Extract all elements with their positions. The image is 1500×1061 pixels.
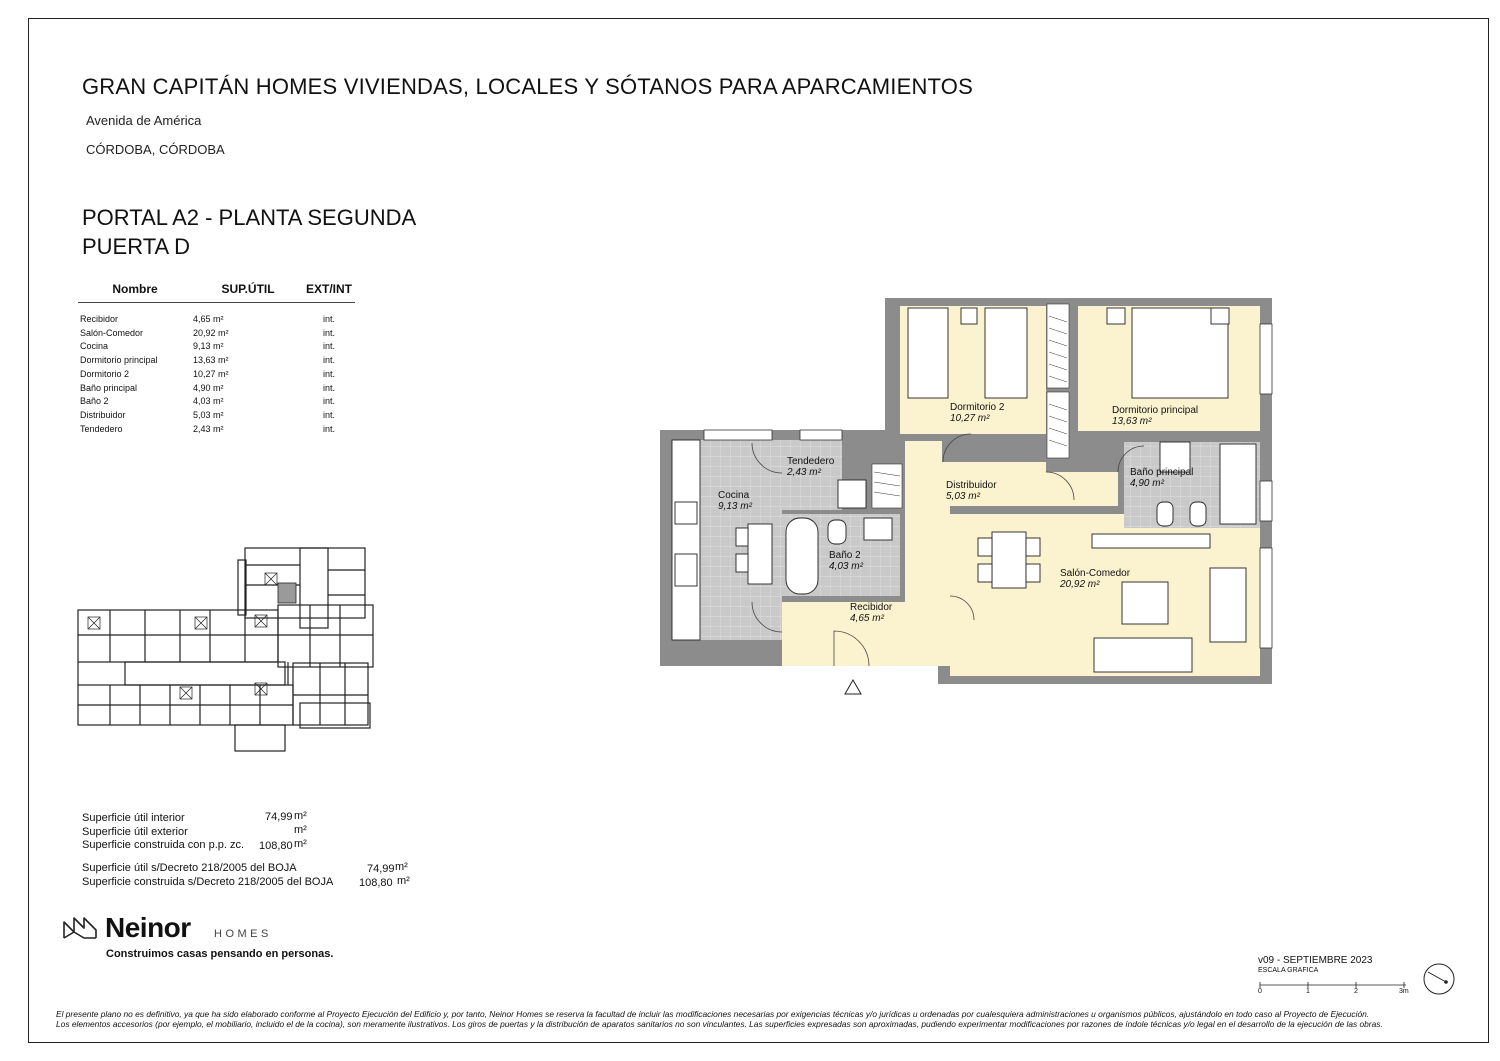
table-row bbox=[78, 409, 355, 423]
label-bano-principal: Baño principal bbox=[1130, 467, 1194, 478]
room-name: Distribuidor bbox=[80, 409, 126, 420]
brand-suffix: HOMES bbox=[214, 928, 272, 940]
scale-tick: 0 bbox=[1258, 988, 1262, 995]
room-area: 4,03 m² bbox=[193, 396, 224, 407]
disclaimer-line-1: El presente plano no es definitivo, ya que ha sido elaborado conforme al Proyecto Ejecución del Edificio y, por tanto, Neinor Homes se reserva la facultad de incluir las modificaciones necesarias por exigencias técnicas y/o jurídicas u ordenadas por cualesquiera administraciones u organismos públicos, ajustándolo en todo caso al Proyecto de Ejecución. bbox=[56, 1009, 1370, 1019]
neinor-logo-icon bbox=[62, 916, 100, 940]
room-area: 13,63 m² bbox=[193, 355, 229, 366]
area-bano-2: 4,03 m² bbox=[829, 561, 863, 572]
room-name: Baño principal bbox=[80, 382, 138, 393]
toilet bbox=[1157, 502, 1173, 526]
area-cocina: 9,13 m² bbox=[718, 501, 752, 512]
summary-decree-useful-label: Superficie útil s/Decreto 218/2005 del BOJA bbox=[82, 862, 297, 874]
label-recibidor: Recibidor bbox=[850, 602, 893, 613]
nightstand bbox=[1107, 308, 1125, 324]
room-type: int. bbox=[322, 396, 335, 407]
summary-built-label: Superficie construida con p.p. zc. bbox=[82, 839, 245, 851]
area-tendedero: 2,43 m² bbox=[787, 467, 821, 478]
table bbox=[748, 524, 772, 584]
scale-tick: 2 bbox=[1354, 988, 1358, 995]
room-type: int. bbox=[322, 382, 335, 393]
room-type: int. bbox=[322, 341, 335, 352]
sink bbox=[864, 518, 892, 540]
disclaimer bbox=[56, 1009, 1466, 1029]
table-row bbox=[78, 382, 355, 396]
summary-exterior-unit: m² bbox=[294, 824, 307, 836]
area-dormitorio-2: 10,27 m² bbox=[950, 413, 990, 424]
sideboard bbox=[1092, 534, 1210, 548]
chair bbox=[736, 554, 748, 572]
room-name: Cocina bbox=[80, 341, 109, 352]
room-area: 5,03 m² bbox=[193, 409, 224, 420]
room-name: Dormitorio 2 bbox=[80, 368, 130, 379]
summary-decree-built-label: Superficie construida s/Decreto 218/2005 del BOJA bbox=[82, 876, 334, 888]
room-area: 2,43 m² bbox=[193, 423, 224, 434]
brand-name: Neinor bbox=[105, 912, 191, 943]
summary-decree-useful-value: 74,99 bbox=[367, 863, 395, 875]
table-row bbox=[78, 423, 355, 437]
col-header-type: EXT/INT bbox=[303, 280, 355, 303]
label-tendedero: Tendedero bbox=[787, 456, 835, 467]
table-row bbox=[78, 368, 355, 382]
label-dormitorio-2: Dormitorio 2 bbox=[950, 402, 1005, 413]
label-bano-2: Baño 2 bbox=[829, 550, 861, 561]
washer bbox=[838, 480, 866, 508]
room-area: 4,65 m² bbox=[193, 314, 224, 324]
summary-decree-built-value: 108,80 bbox=[359, 877, 393, 889]
armchair bbox=[1210, 568, 1246, 642]
chair bbox=[1026, 564, 1040, 582]
room-type: int. bbox=[322, 409, 335, 420]
room-type: int. bbox=[322, 355, 335, 366]
label-distribuidor: Distribuidor bbox=[946, 480, 997, 491]
room-type: int. bbox=[322, 368, 335, 379]
area-dormitorio-principal: 13,63 m² bbox=[1112, 416, 1152, 427]
summary-decree-useful-unit: m² bbox=[395, 861, 408, 873]
unit-portal: PORTAL A2 - PLANTA SEGUNDA bbox=[82, 205, 417, 230]
bathtub bbox=[786, 518, 818, 594]
north-arrow-icon bbox=[1422, 962, 1456, 996]
cooktop bbox=[675, 554, 697, 586]
summary-interior-label: Superficie útil interior bbox=[82, 812, 185, 824]
table-row bbox=[78, 313, 355, 327]
room-name: Dormitorio principal bbox=[80, 355, 158, 366]
chair bbox=[736, 528, 748, 546]
room-area: 10,27 m² bbox=[193, 368, 229, 379]
room-type: int. bbox=[322, 327, 335, 338]
scale-tick: 1 bbox=[1306, 988, 1310, 995]
chair bbox=[978, 538, 992, 556]
label-dormitorio-principal: Dormitorio principal bbox=[1112, 405, 1199, 416]
scale-bar bbox=[1258, 982, 1413, 1002]
col-header-area: SUP.ÚTIL bbox=[190, 280, 303, 303]
table-row bbox=[78, 395, 355, 409]
room-name: Salón-Comedor bbox=[80, 327, 144, 338]
room-type: int. bbox=[322, 423, 335, 434]
unit-door: PUERTA D bbox=[82, 234, 190, 259]
summary-decree-built-unit: m² bbox=[397, 875, 410, 887]
counter bbox=[672, 440, 700, 640]
shower bbox=[1220, 444, 1256, 524]
label-salon-comedor: Salón-Comedor bbox=[1060, 568, 1131, 579]
table-row bbox=[78, 354, 355, 368]
table-row bbox=[78, 340, 355, 354]
nightstand bbox=[961, 308, 977, 324]
bidet bbox=[1190, 502, 1206, 526]
project-city: CÓRDOBA, CÓRDOBA bbox=[86, 142, 225, 157]
toilet bbox=[828, 520, 846, 544]
bed bbox=[908, 308, 948, 398]
disclaimer-line-2: Los elementos accesorios (por ejemplo, el mobiliario, incluido el de la cocina), son meramente ilustrativos. Los giros de puertas y la distribución de aparatos sanitarios no son vinculantes. Las superficies expresadas son aproximadas, pudiendo experimentar modificaciones por razones de índole técnicas y/o legal en el desarrollo de la ejecución de las obras. bbox=[56, 1019, 1383, 1029]
summary-built-unit: m² bbox=[294, 838, 307, 850]
room-name: Tendedero bbox=[80, 423, 123, 434]
room-name: Recibidor bbox=[80, 314, 119, 324]
summary-interior-value: 74,99 bbox=[265, 811, 293, 823]
summary-exterior-label: Superficie útil exterior bbox=[82, 826, 188, 838]
room-area: 9,13 m² bbox=[193, 341, 224, 352]
nightstand bbox=[1211, 308, 1229, 324]
table-row bbox=[78, 327, 355, 341]
chair bbox=[978, 564, 992, 582]
area-distribuidor: 5,03 m² bbox=[946, 491, 980, 502]
chair bbox=[1026, 538, 1040, 556]
entrance-arrow bbox=[845, 680, 861, 694]
area-bano-principal: 4,90 m² bbox=[1130, 478, 1164, 489]
version-label: v09 - SEPTIEMBRE 2023 bbox=[1258, 955, 1373, 966]
room-name: Baño 2 bbox=[80, 396, 109, 407]
project-street: Avenida de América bbox=[86, 113, 202, 128]
area-recibidor: 4,65 m² bbox=[850, 613, 884, 624]
sofa bbox=[1094, 638, 1192, 672]
key-plan bbox=[70, 545, 380, 755]
rooms-table bbox=[78, 280, 355, 436]
room-type: int. bbox=[322, 314, 335, 324]
label-cocina: Cocina bbox=[718, 490, 750, 501]
room-area: 4,90 m² bbox=[193, 382, 224, 393]
summary-built-value: 108,80 bbox=[259, 840, 293, 852]
dining-table bbox=[992, 532, 1026, 588]
col-header-name: Nombre bbox=[78, 280, 190, 303]
scale-label: ESCALA GRAFICA bbox=[1258, 967, 1319, 974]
project-title: GRAN CAPITÁN HOMES VIVIENDAS, LOCALES Y SÓTANOS PARA APARCAMIENTOS bbox=[82, 74, 973, 99]
bed bbox=[985, 308, 1027, 398]
coffee-table bbox=[1122, 582, 1168, 624]
key-plan-highlight bbox=[278, 583, 296, 603]
sink bbox=[675, 502, 697, 524]
brand-tagline: Construimos casas pensando en personas. bbox=[106, 948, 334, 960]
room-area: 20,92 m² bbox=[193, 327, 229, 338]
area-salon-comedor: 20,92 m² bbox=[1060, 579, 1100, 590]
summary-interior-unit: m² bbox=[294, 810, 307, 822]
scale-tick: 3m bbox=[1399, 988, 1409, 995]
